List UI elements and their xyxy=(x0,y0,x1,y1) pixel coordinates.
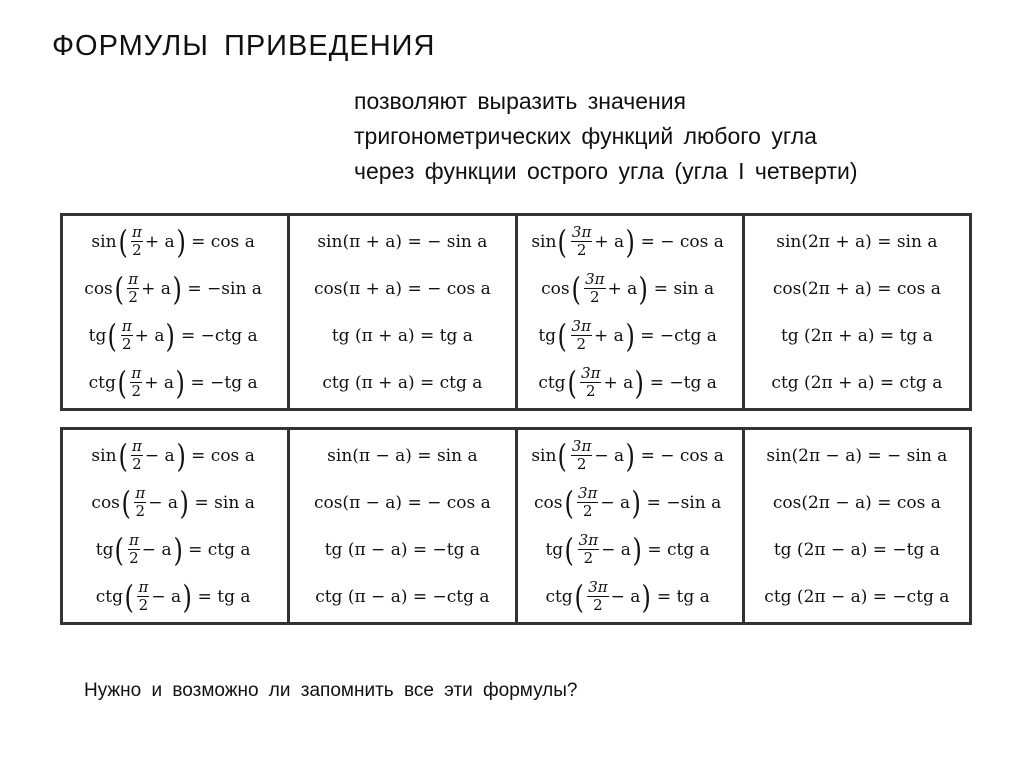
argument-offset: + a xyxy=(144,372,174,393)
formula-text: sin(2π + a) = sin a xyxy=(776,231,938,252)
fraction-denominator: 2 xyxy=(585,382,596,400)
fraction xyxy=(131,225,143,258)
formula xyxy=(522,573,738,620)
formula xyxy=(522,218,738,265)
formula xyxy=(67,312,283,359)
formula xyxy=(749,265,965,312)
left-paren: ( xyxy=(557,436,568,475)
formula-result: = −sin a xyxy=(187,278,262,299)
fraction-denominator: 2 xyxy=(132,455,142,473)
fraction-denominator: 2 xyxy=(132,241,142,259)
formula-result: = −sin a xyxy=(646,492,722,513)
function-name: sin xyxy=(531,445,557,466)
formula xyxy=(67,432,283,479)
formula xyxy=(294,479,510,526)
formula xyxy=(67,479,283,526)
argument-offset: − a xyxy=(151,586,182,607)
left-paren: ( xyxy=(117,363,127,402)
formula-result: = ctg a xyxy=(647,539,710,560)
function-name: cos xyxy=(91,492,120,513)
subtitle-line: через функции острого угла (угла I четверти) xyxy=(354,158,858,184)
formula xyxy=(294,573,510,620)
formula xyxy=(67,573,283,620)
table-row xyxy=(62,429,971,624)
formula-text: ctg (π − a) = −ctg a xyxy=(315,586,490,607)
left-paren: ( xyxy=(564,530,575,569)
formula-result: = −ctg a xyxy=(180,325,258,346)
fraction-numerator: π xyxy=(131,364,142,382)
fraction xyxy=(134,486,146,519)
formula xyxy=(749,432,965,479)
fraction xyxy=(578,533,599,566)
function-name: ctg xyxy=(545,586,573,607)
formula-text: ctg (2π − a) = −ctg a xyxy=(764,586,950,607)
function-name: ctg xyxy=(538,372,566,393)
left-paren: ( xyxy=(118,436,128,475)
formula-text: tg (π − a) = −tg a xyxy=(324,539,481,560)
fraction-numerator: 3π xyxy=(571,223,592,241)
fraction xyxy=(584,272,605,305)
formula-result: = tg a xyxy=(656,586,710,607)
question-text: Нужно и возможно ли запомнить все эти формулы? xyxy=(84,680,578,701)
argument-offset: + a xyxy=(607,278,638,299)
fraction-numerator: π xyxy=(135,484,146,502)
right-paren: ) xyxy=(625,222,636,261)
fraction-numerator: π xyxy=(128,531,139,549)
formula-result: = −tg a xyxy=(649,372,717,393)
function-name: tg xyxy=(88,325,107,346)
subtitle xyxy=(354,84,994,189)
formula xyxy=(67,526,283,573)
formula-text: tg (2π + a) = tg a xyxy=(780,325,933,346)
fraction xyxy=(121,319,133,352)
left-paren: ( xyxy=(115,530,125,569)
fraction xyxy=(587,580,608,613)
argument-offset: − a xyxy=(141,539,172,560)
fraction xyxy=(131,439,143,472)
fraction xyxy=(577,486,598,519)
function-name: tg xyxy=(545,539,564,560)
left-paren: ( xyxy=(574,577,584,616)
right-paren: ) xyxy=(625,316,635,355)
fraction-numerator: π xyxy=(132,223,142,241)
fraction xyxy=(127,272,139,305)
argument-offset: − a xyxy=(144,445,175,466)
formula xyxy=(749,526,965,573)
fraction-numerator: 3π xyxy=(585,270,605,288)
formula-text: tg (π + a) = tg a xyxy=(331,325,473,346)
argument-offset: − a xyxy=(600,492,631,513)
formula-result: = −tg a xyxy=(190,372,258,393)
formula-cell xyxy=(62,429,289,624)
formula xyxy=(294,432,510,479)
formula xyxy=(294,265,510,312)
formula-result: = sin a xyxy=(194,492,255,513)
formula xyxy=(294,359,510,406)
argument-offset: − a xyxy=(610,586,641,607)
fraction xyxy=(571,439,592,472)
fraction xyxy=(128,533,140,566)
argument-offset: + a xyxy=(594,231,625,252)
formula-result: = tg a xyxy=(197,586,251,607)
formula xyxy=(749,312,965,359)
fraction-numerator: 3π xyxy=(577,484,598,502)
fraction xyxy=(130,366,142,399)
formula-text: ctg (π + a) = ctg a xyxy=(322,372,483,393)
formula-text: ctg (2π + a) = ctg a xyxy=(771,372,943,393)
formula xyxy=(522,265,738,312)
right-paren: ) xyxy=(638,269,649,308)
argument-offset: + a xyxy=(593,325,624,346)
argument-offset: − a xyxy=(594,445,625,466)
argument-offset: + a xyxy=(144,231,175,252)
argument-offset: − a xyxy=(148,492,179,513)
formula-text: cos(2π − a) = cos a xyxy=(772,492,941,513)
formula xyxy=(522,479,738,526)
right-paren: ) xyxy=(176,222,186,261)
formula-text: sin(2π − a) = − sin a xyxy=(766,445,948,466)
fraction-denominator: 2 xyxy=(576,455,587,473)
formula xyxy=(67,218,283,265)
fraction-denominator: 2 xyxy=(138,596,149,614)
formula xyxy=(522,312,738,359)
formula-result: = sin a xyxy=(653,278,715,299)
formula xyxy=(294,218,510,265)
left-paren: ( xyxy=(567,363,577,402)
formula-text: cos(2π + a) = cos a xyxy=(772,278,941,299)
formula-cell xyxy=(743,215,970,410)
formula xyxy=(749,479,965,526)
fraction-numerator: 3π xyxy=(581,364,601,382)
right-paren: ) xyxy=(179,483,189,522)
formula xyxy=(294,526,510,573)
right-paren: ) xyxy=(631,483,642,522)
argument-offset: + a xyxy=(603,372,634,393)
fraction-denominator: 2 xyxy=(128,288,138,306)
fraction-denominator: 2 xyxy=(129,549,139,567)
fraction xyxy=(571,319,592,352)
subtitle-line: позволяют выразить значения xyxy=(354,88,687,114)
right-paren: ) xyxy=(173,530,183,569)
formula-text: sin(π − a) = sin a xyxy=(327,445,478,466)
page-title: ФОРМУЛЫ ПРИВЕДЕНИЯ xyxy=(52,30,436,62)
fraction xyxy=(580,366,601,399)
formula-text: cos(π + a) = − cos a xyxy=(313,278,491,299)
argument-offset: − a xyxy=(601,539,631,560)
formula xyxy=(522,359,738,406)
formula-table-plus xyxy=(60,213,972,411)
left-paren: ( xyxy=(121,483,131,522)
formula-cell xyxy=(62,215,289,410)
formula-result: = − cos a xyxy=(640,231,724,252)
formula xyxy=(67,265,283,312)
right-paren: ) xyxy=(632,530,642,569)
function-name: cos xyxy=(534,492,563,513)
left-paren: ( xyxy=(571,269,581,308)
argument-offset: + a xyxy=(141,278,171,299)
fraction-denominator: 2 xyxy=(131,382,142,400)
formula xyxy=(67,359,283,406)
left-paren: ( xyxy=(557,222,568,261)
fraction-numerator: 3π xyxy=(571,317,591,335)
right-paren: ) xyxy=(175,363,185,402)
formula-cell xyxy=(289,215,516,410)
right-paren: ) xyxy=(182,577,193,616)
fraction xyxy=(571,225,592,258)
formula-cell xyxy=(516,215,743,410)
formula-cell xyxy=(743,429,970,624)
fraction-numerator: 3π xyxy=(571,437,592,455)
fraction-denominator: 2 xyxy=(135,502,146,520)
right-paren: ) xyxy=(634,363,645,402)
function-name: ctg xyxy=(88,372,116,393)
formula-text: sin(π + a) = − sin a xyxy=(317,231,488,252)
formula-cell xyxy=(516,429,743,624)
function-name: sin xyxy=(91,231,117,252)
subtitle-line: тригонометрических функций любого угла xyxy=(354,123,817,149)
formula-cell xyxy=(289,429,516,624)
fraction-denominator: 2 xyxy=(583,549,594,567)
formula xyxy=(749,218,965,265)
formula-result: = − cos a xyxy=(640,445,724,466)
fraction-numerator: π xyxy=(132,437,142,455)
fraction-denominator: 2 xyxy=(576,241,587,259)
fraction-numerator: 3π xyxy=(588,578,608,596)
function-name: sin xyxy=(531,231,557,252)
left-paren: ( xyxy=(557,316,567,355)
formula-text: cos(π − a) = − cos a xyxy=(313,492,491,513)
fraction-denominator: 2 xyxy=(582,502,593,520)
formula xyxy=(522,432,738,479)
formula xyxy=(294,312,510,359)
function-name: cos xyxy=(84,278,113,299)
formula-result: = cos a xyxy=(191,445,255,466)
fraction-denominator: 2 xyxy=(593,596,603,614)
formula xyxy=(749,573,965,620)
formula-table-minus xyxy=(60,427,972,625)
left-paren: ( xyxy=(564,483,574,522)
function-name: tg xyxy=(95,539,114,560)
fraction-denominator: 2 xyxy=(576,335,587,353)
right-paren: ) xyxy=(641,577,652,616)
left-paren: ( xyxy=(118,222,128,261)
left-paren: ( xyxy=(107,316,118,355)
fraction xyxy=(137,580,149,613)
right-paren: ) xyxy=(176,436,186,475)
function-name: ctg xyxy=(95,586,123,607)
fraction-numerator: π xyxy=(128,270,139,288)
right-paren: ) xyxy=(172,269,182,308)
formula-result: = cos a xyxy=(191,231,255,252)
left-paren: ( xyxy=(124,577,134,616)
fraction-denominator: 2 xyxy=(121,335,132,353)
formula xyxy=(522,526,738,573)
left-paren: ( xyxy=(114,269,124,308)
function-name: sin xyxy=(91,445,117,466)
fraction-numerator: π xyxy=(138,578,149,596)
fraction-numerator: 3π xyxy=(578,531,599,549)
fraction-denominator: 2 xyxy=(590,288,600,306)
function-name: tg xyxy=(538,325,557,346)
table-row xyxy=(62,215,971,410)
formula-result: = ctg a xyxy=(188,539,251,560)
right-paren: ) xyxy=(166,316,176,355)
fraction-numerator: π xyxy=(121,317,132,335)
formula-text: tg (2π − a) = −tg a xyxy=(773,539,940,560)
right-paren: ) xyxy=(625,436,636,475)
formula-result: = −ctg a xyxy=(640,325,717,346)
formula xyxy=(749,359,965,406)
function-name: cos xyxy=(541,278,570,299)
argument-offset: + a xyxy=(134,325,165,346)
